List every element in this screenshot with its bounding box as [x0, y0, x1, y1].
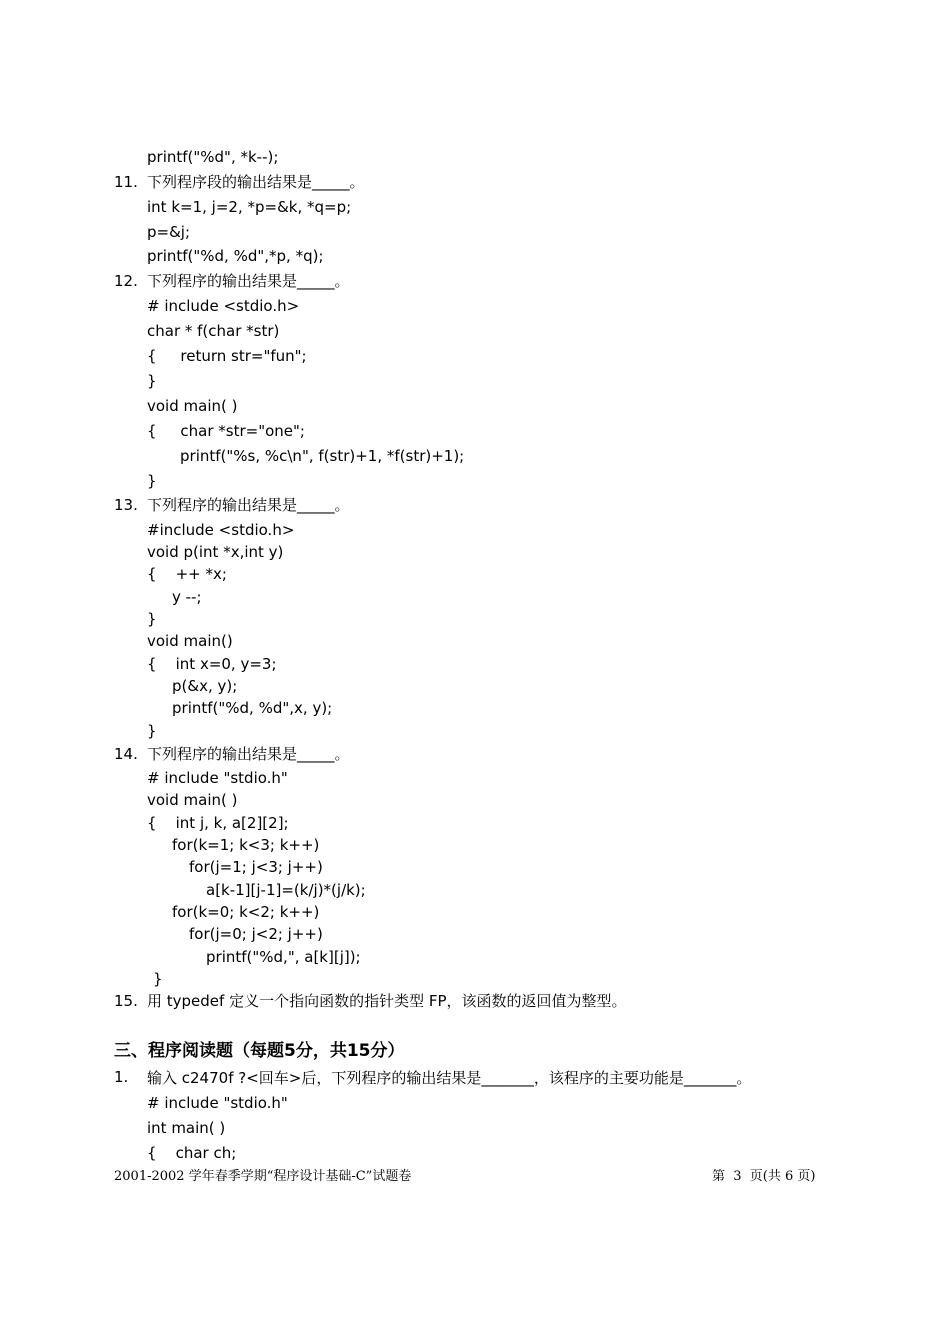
- code-line: { int j, k, a[2][2];: [147, 814, 289, 832]
- code-line: printf("%d, %d",*p, *q);: [147, 247, 324, 265]
- code-line: char * f(char *str): [147, 322, 280, 340]
- code-line: void main(): [147, 632, 233, 650]
- question-number: 12.: [114, 272, 138, 290]
- code-line: }: [147, 372, 157, 390]
- code-line: a[k-1][j-1]=(k/j)*(j/k);: [206, 881, 366, 899]
- code-line: for(k=0; k<2; k++): [172, 903, 320, 921]
- question-text: 输入 c2470f ?<回车>后，下列程序的输出结果是_______，该程序的主要功能是_______。: [147, 1069, 752, 1087]
- code-line: printf("%s, %c\n", f(str)+1, *f(str)+1);: [180, 447, 465, 465]
- section-heading: 三、程序阅读题（每题5分，共15分）: [114, 1041, 405, 1061]
- question-number: 11.: [114, 173, 138, 191]
- code-line: }: [147, 610, 157, 628]
- code-line: { return str="fun";: [147, 347, 307, 365]
- code-line: { char *str="one";: [147, 422, 305, 440]
- code-line: int main( ): [147, 1119, 226, 1137]
- question-text: 下列程序段的输出结果是_____。: [147, 173, 365, 191]
- question-number: 13.: [114, 496, 138, 514]
- page-number: 第 3 页(共 6 页): [712, 1169, 816, 1184]
- question-number: 15.: [114, 992, 138, 1010]
- code-line: { ++ *x;: [147, 565, 227, 583]
- question-text: 下列程序的输出结果是_____。: [147, 272, 350, 290]
- code-line: # include <stdio.h>: [147, 297, 300, 315]
- code-line: # include "stdio.h": [147, 769, 288, 787]
- code-line: void main( ): [147, 397, 238, 415]
- question-number: 14.: [114, 745, 138, 763]
- code-line: p(&x, y);: [172, 677, 238, 695]
- code-line: { int x=0, y=3;: [147, 655, 277, 673]
- question-text: 用 typedef 定义一个指向函数的指针类型 FP，该函数的返回值为整型。: [147, 992, 627, 1010]
- code-line: printf("%d", *k--);: [147, 148, 279, 166]
- question-number: 1.: [114, 1068, 129, 1086]
- code-line: { char ch;: [147, 1144, 237, 1162]
- code-line: #include <stdio.h>: [147, 521, 295, 539]
- code-line: printf("%d, %d",x, y);: [172, 699, 333, 717]
- code-line: for(j=1; j<3; j++): [189, 858, 323, 876]
- code-line: for(j=0; j<2; j++): [189, 925, 323, 943]
- code-line: printf("%d,", a[k][j]);: [206, 948, 361, 966]
- code-line: for(k=1; k<3; k++): [172, 836, 320, 854]
- code-line: y --;: [172, 588, 202, 606]
- code-line: # include "stdio.h": [147, 1094, 288, 1112]
- question-text: 下列程序的输出结果是_____。: [147, 496, 350, 514]
- code-line: }: [153, 970, 163, 988]
- code-line: int k=1, j=2, *p=&k, *q=p;: [147, 198, 352, 216]
- code-line: void main( ): [147, 791, 238, 809]
- code-line: void p(int *x,int y): [147, 543, 284, 561]
- code-line: }: [147, 722, 157, 740]
- question-text: 下列程序的输出结果是_____。: [147, 745, 350, 763]
- footer-title: 2001-2002 学年春季学期“程序设计基础-C”试题卷: [114, 1169, 412, 1184]
- code-line: p=&j;: [147, 223, 191, 241]
- code-line: }: [147, 472, 157, 490]
